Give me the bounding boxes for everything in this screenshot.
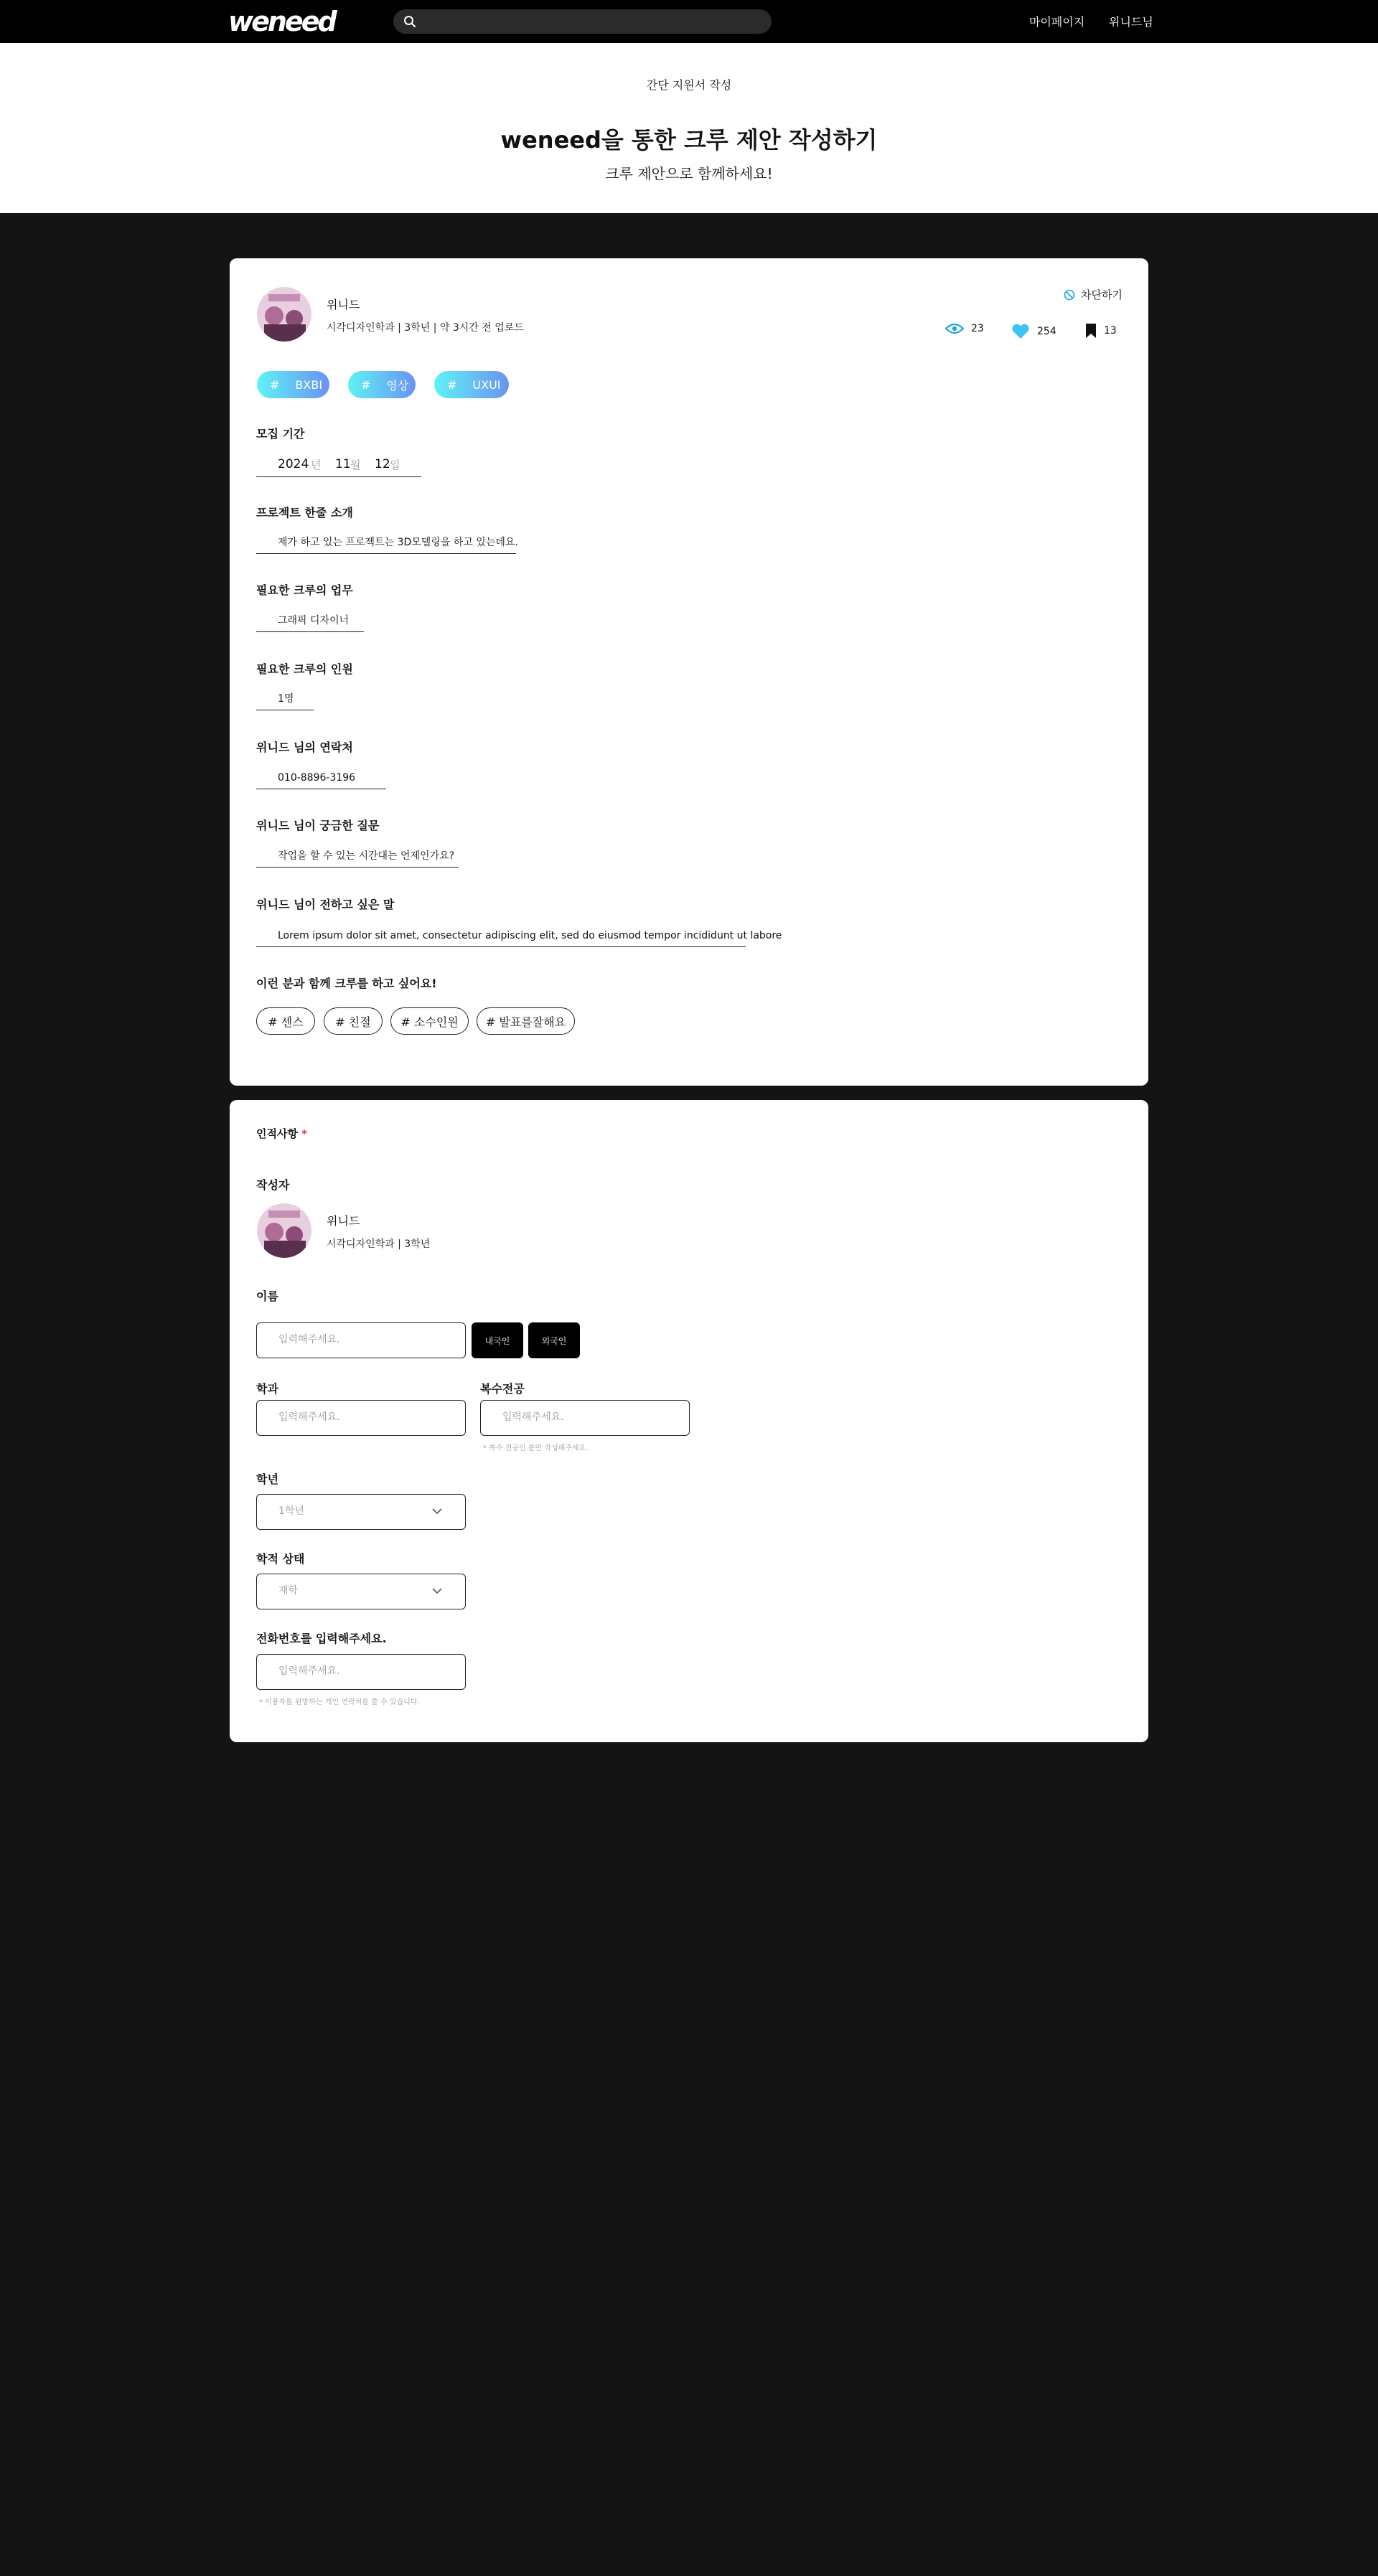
domestic-button[interactable]: 내국인: [472, 1322, 523, 1358]
grade-select[interactable]: [256, 1494, 466, 1530]
like-count: 254: [1037, 326, 1056, 337]
double-major-hint: * 복수 전공인 분만 작성해주세요.: [483, 1444, 589, 1452]
chip-small-team[interactable]: # 소수인원: [390, 1007, 469, 1035]
double-major-label: 복수전공: [480, 1382, 525, 1396]
major-input[interactable]: 입력해주세요.: [256, 1400, 466, 1436]
author-name: 위니드: [327, 298, 360, 311]
writer-label: 작성자: [256, 1178, 290, 1192]
tag-label: BXBI: [295, 377, 323, 392]
double-major-input[interactable]: 입력해주세요.: [480, 1400, 690, 1436]
month-unit: 월: [350, 459, 361, 471]
personal-info-text: 인적사항: [256, 1127, 298, 1140]
page-title: weneed을 통한 크루 제안 작성하기: [500, 126, 878, 154]
chip-sense[interactable]: # 센스: [256, 1007, 315, 1035]
question-label: 위니드 님이 궁금한 질문: [256, 819, 380, 832]
recruit-period-label: 모집 기간: [256, 427, 305, 441]
wanted-crew-label: 이런 분과 함께 크루를 하고 싶어요!: [256, 977, 437, 990]
status-value: 재학: [278, 1585, 299, 1597]
block-label: 차단하기: [1081, 288, 1122, 301]
view-count-value: 23: [971, 323, 984, 334]
question-value: 작업을 할 수 있는 시간대는 언제인가요?: [256, 847, 459, 868]
status-select[interactable]: [256, 1574, 466, 1609]
search-input[interactable]: [425, 9, 762, 34]
name-input[interactable]: 입력해주세요.: [256, 1322, 466, 1358]
tag-hash: #: [270, 377, 280, 392]
intro-label: 프로젝트 한줄 소개: [256, 506, 353, 520]
top-nav: [0, 0, 1378, 43]
intro-value: 제가 하고 있는 프로젝트는 3D모델링을 하고 있는데요.: [256, 534, 516, 554]
author-meta: 시각디자인학과 | 3학년 | 약 3시간 전 업로드: [327, 322, 524, 334]
message-value: Lorem ipsum dolor sit amet, consectetur adipiscing elit, sed do eiusmod tempor incididunt ut labore: [256, 927, 746, 947]
message-label: 위니드 님이 전하고 싶은 말: [256, 898, 395, 911]
tag-label: 영상: [386, 378, 409, 392]
bookmark-icon: [1085, 323, 1097, 339]
hero-subtitle: 간단 지원서 작성: [646, 78, 732, 92]
tag-hash: #: [447, 377, 457, 392]
writer-avatar: [257, 1203, 311, 1258]
chip-kind[interactable]: # 친절: [324, 1007, 383, 1035]
month-value: 11: [335, 457, 351, 471]
chevron-down-icon: [431, 1505, 444, 1518]
like-button[interactable]: [1011, 323, 1056, 340]
contact-value: 010-8896-3196: [256, 769, 386, 789]
hero-description: 크루 제안으로 함께하세요!: [605, 165, 773, 182]
mypage-link[interactable]: 마이페이지: [1029, 15, 1085, 29]
task-value: 그래픽 디자이너: [256, 612, 364, 632]
writer-name: 위니드: [327, 1214, 360, 1228]
task-label: 필요한 크루의 업무: [256, 583, 353, 597]
block-button[interactable]: [1064, 287, 1122, 302]
contact-label: 위니드 님의 연락처: [256, 741, 353, 754]
tag-bxbi[interactable]: [257, 371, 329, 398]
count-label: 필요한 크루의 인원: [256, 662, 353, 676]
phone-label: 전화번호를 입력해주세요.: [256, 1632, 387, 1645]
eye-icon: [945, 323, 964, 334]
phone-hint: * 이용자를 원망하는 개인 연락처를 쓸 수 있습니다.: [259, 1698, 420, 1706]
block-icon: [1064, 289, 1075, 301]
year-unit: 년: [311, 459, 322, 471]
major-label: 학과: [256, 1382, 278, 1396]
tag-uxui[interactable]: [434, 371, 509, 398]
user-menu[interactable]: 위니드님: [1109, 15, 1153, 29]
day-unit: 일: [390, 459, 400, 471]
writer-meta: 시각디자인학과 | 3학년: [327, 1238, 431, 1250]
status-label: 학적 상태: [256, 1552, 305, 1566]
search-bar[interactable]: [393, 9, 772, 34]
bookmark-button[interactable]: [1085, 323, 1117, 339]
foreign-button[interactable]: 외국인: [528, 1322, 580, 1358]
personal-info-label: [256, 1126, 307, 1141]
view-count: [945, 323, 984, 334]
tag-hash: #: [361, 377, 371, 392]
chevron-down-icon: [431, 1584, 444, 1597]
name-label: 이름: [256, 1289, 278, 1303]
year-value: 2024: [278, 457, 309, 471]
grade-value: 1학년: [278, 1505, 304, 1517]
heart-icon: [1011, 323, 1030, 340]
grade-label: 학년: [256, 1472, 278, 1486]
tag-video[interactable]: [348, 371, 416, 398]
phone-input[interactable]: 입력해주세요.: [256, 1654, 466, 1690]
search-icon: [403, 15, 416, 28]
count-value: 1명: [256, 690, 314, 710]
application-form: [230, 1100, 1148, 1742]
avatar: [257, 287, 311, 342]
recruit-period-value: [256, 456, 421, 477]
hero: [0, 43, 1378, 213]
bookmark-count: 13: [1104, 325, 1117, 337]
required-mark: *: [301, 1127, 308, 1140]
post-card: [230, 258, 1148, 1086]
chip-presentation[interactable]: # 발표를잘해요: [477, 1007, 575, 1035]
day-value: 12: [375, 457, 390, 471]
logo[interactable]: weneed: [228, 6, 335, 37]
tag-label: UXUI: [472, 377, 501, 392]
